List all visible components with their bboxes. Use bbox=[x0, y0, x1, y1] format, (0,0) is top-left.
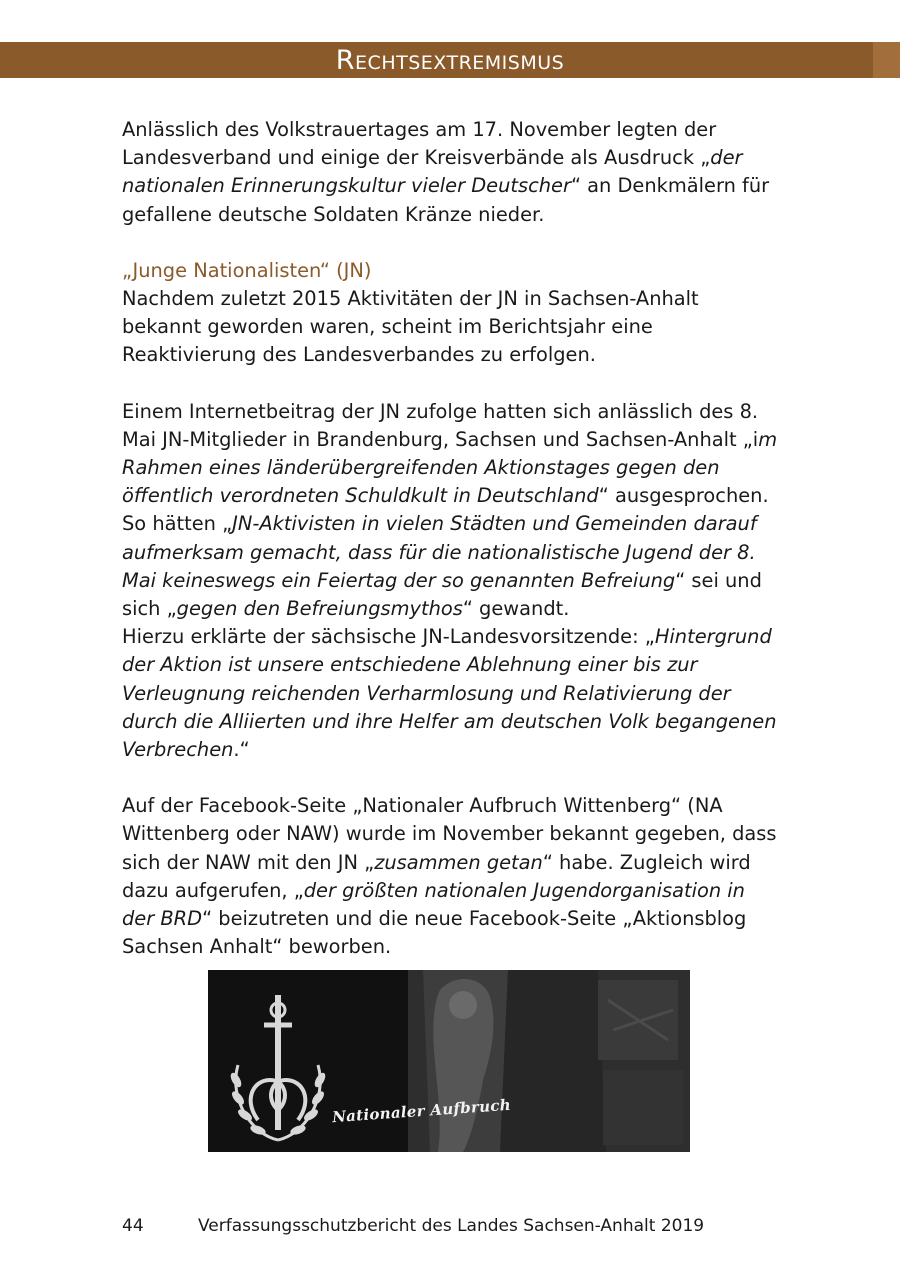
quoted-text: der größten nationalen Jugendorganisation in der BRD bbox=[122, 878, 745, 931]
emblem-backdrop bbox=[208, 970, 408, 1152]
body-text: “ habe. Zugleich wird dazu aufgerufen, „ bbox=[122, 850, 751, 902]
quoted-text: Hintergrund der Aktion ist unsere entschiedene Ablehnung einer bis zur Verleugnung reichenden Verharmlosung und Relativierung der durch die Alliierten und ihre Helfer am deutschen Volk begangenen Verbrechen bbox=[122, 625, 777, 762]
banner-artwork bbox=[208, 970, 690, 1152]
paragraph-jn-reactivation bbox=[122, 285, 782, 370]
page-number: 44 bbox=[122, 1216, 144, 1236]
quoted-text: gegen den Befreiungsmythos bbox=[176, 597, 463, 621]
nationaler-aufbruch-banner-image bbox=[208, 970, 690, 1152]
body-text: .“ bbox=[233, 738, 250, 762]
monument-relief-panel-lower bbox=[603, 1070, 683, 1145]
paragraph-8-mai bbox=[122, 398, 782, 624]
paragraph-landesvorsitzender-quote bbox=[122, 623, 782, 764]
body-text: Auf der Facebook-Seite „Nationaler Aufbruch Wittenberg“ (NA Wittenberg oder NAW) wurde im November bekannt gegeben, dass sich der NAW mit den JN „ bbox=[122, 794, 777, 874]
quoted-text: zusammen getan bbox=[374, 850, 543, 874]
quoted-text: der nationalen Erinnerungskultur vieler Deutscher bbox=[122, 146, 743, 198]
quoted-text: m Rahmen eines länderübergreifenden Aktionstages gegen den öffentlich verordneten Schuldkult in Deutschland bbox=[122, 427, 778, 508]
body-text: “ beizutreten und die neue Facebook-Seite „Aktionsblog Sachsen Anhalt“ beworben. bbox=[122, 907, 747, 959]
monument-pillar-right bbox=[500, 970, 606, 1152]
body-text: “ sei und sich „ bbox=[122, 568, 762, 621]
body-text: “ an Denkmälern für gefallene deutsche Soldaten Kränze nieder. bbox=[122, 174, 770, 226]
banner-brand-text: Nationaler Aufbruch bbox=[331, 1095, 512, 1127]
body-text: “ gewandt. bbox=[462, 597, 570, 621]
body-text: Hierzu erklärte der sächsische JN-Landesvorsitzende: „ bbox=[122, 625, 655, 649]
paragraph-gap bbox=[122, 229, 782, 257]
monument-statue-head bbox=[449, 991, 477, 1019]
quoted-text: JN-Aktivisten in vielen Städten und Gemeinden darauf aufmerksam gemacht, dass für die nationalistische Jugend der 8. Mai keineswegs ein Feiertag der so genannten Befreiung bbox=[122, 512, 757, 592]
body-text: Einem Internetbeitrag der JN zufolge hatten sich anlässlich des 8. Mai JN-Mitglieder in Brandenburg, Sachsen und Sachsen-Anhalt „i bbox=[122, 399, 759, 451]
paragraph-facebook-naw bbox=[122, 792, 782, 961]
main-content bbox=[122, 116, 782, 961]
paragraph-gap bbox=[122, 764, 782, 792]
chapter-title: Rechtsextremismus bbox=[335, 45, 565, 76]
body-text: Nachdem zuletzt 2015 Aktivitäten der JN in Sachsen-Anhalt bekannt geworden waren, scheint im Berichtsjahr eine Reaktivierung des Landesverbandes zu erfolgen. bbox=[122, 287, 699, 367]
body-text: Anlässlich des Volkstrauertages am 17. November legten der Landesverband und einige der Kreisverbände als Ausdruck „ bbox=[122, 118, 717, 170]
footer-publication-title: Verfassungsschutzbericht des Landes Sachsen-Anhalt 2019 bbox=[198, 1216, 705, 1236]
paragraph-gap bbox=[122, 370, 782, 398]
paragraph-volkstrauertag bbox=[122, 116, 782, 229]
body-text: “ ausgesprochen. So hätten „ bbox=[122, 484, 769, 536]
section-heading-jn: „Junge Nationalisten“ (JN) bbox=[122, 258, 372, 282]
